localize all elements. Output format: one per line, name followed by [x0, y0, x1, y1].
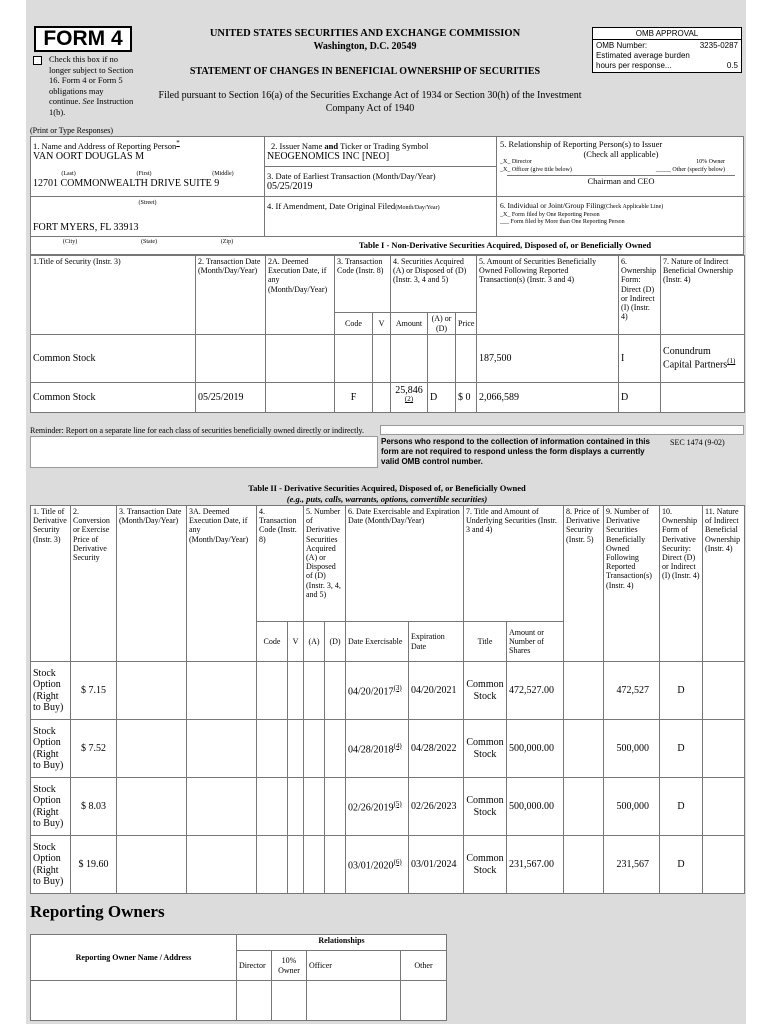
t1-sub-amount: Amount: [391, 313, 428, 335]
print-type-note: (Print or Type Responses): [30, 126, 114, 135]
reporting-person-section: [30, 136, 744, 255]
table1-non-derivative: [30, 255, 745, 413]
table-row: [31, 981, 447, 1021]
t2-sub-amount: Amount or Number of Shares: [507, 622, 564, 662]
t2-header-title: 1. Title of Derivative Security (Instr. 3): [31, 506, 71, 662]
t2-sub-title: Title: [464, 622, 507, 662]
t2-header-nature: 11. Nature of Indirect Beneficial Ownership (Instr. 4): [703, 506, 745, 662]
table-row: Stock Option (Right to Buy) $ 7.52 04/28/2018$^{(4)}$ 04/28/2022 Common Stock 500,000.00 500,000 D: [31, 720, 745, 778]
director-header: Director: [237, 951, 272, 981]
box6-filing: 6. Individual or Joint/Group Filing(Check Applicable Line) _X_ Form filed by One Reporting Person ___ Form filed by More than One Reporting Person: [497, 197, 745, 237]
filed-pursuant-line1: Filed pursuant to Section 16(a) of the Securities Exchange Act of 1934 or Section 30(h) of the Investment: [158, 90, 582, 101]
table1-title: Table I - Non-Derivative Securities Acquired, Disposed of, or Beneficially Owned: [358, 240, 652, 250]
box1-city-labels: (City) (State) (Zip): [62, 239, 234, 245]
box1-name: 1. Name and Address of Reporting Person* VAN OORT DOUGLAS M (Last) (First) (Middle) 12701 COMMONWEALTH DRIVE SUITE 9: [31, 137, 265, 197]
box2-issuer: 2. Issuer Name and Ticker or Trading Symbol NEOGENOMICS INC [NEO]: [265, 137, 497, 167]
omb-hours-row: hours per response... 0.5: [596, 61, 738, 70]
filing-option-one[interactable]: _X_ Form filed by One Reporting Person: [500, 211, 600, 218]
t2-sub-v: V: [288, 622, 304, 662]
t1-sub-code: Code: [335, 313, 373, 335]
t2-header-form: 10. Ownership Form of Derivative Security: Direct (D) or Indirect (I) (Instr. 4): [660, 506, 703, 662]
omb-burden: Estimated average burden: [596, 51, 690, 60]
t1-header-form: 6. Ownership Form: Direct (D) or Indirect (I) (Instr. 4): [619, 256, 661, 335]
t1-sub-aord: (A) or (D): [428, 313, 456, 335]
ten-percent-header: 10% Owner: [272, 951, 307, 981]
t1-header-owned: 5. Amount of Securities Beneficially Owned Following Reported Transaction(s) (Instr. 3 and 4): [477, 256, 619, 335]
table2-title: Table II - Derivative Securities Acquired, Disposed of, or Beneficially Owned: [248, 483, 526, 493]
issuer-name: NEOGENOMICS INC [NEO]: [267, 151, 390, 162]
statement-title: STATEMENT OF CHANGES IN BENEFICIAL OWNERSHIP OF SECURITIES: [189, 66, 541, 77]
reporting-owners-table: [30, 934, 447, 1021]
owner-name-address-header: Reporting Owner Name / Address: [31, 935, 237, 981]
box3-earliest-date: 3. Date of Earliest Transaction (Month/Day/Year) 05/25/2019: [265, 167, 497, 197]
earliest-date-value: 05/25/2019: [267, 181, 313, 192]
omb-number-row: OMB Number: 3235-0287: [596, 41, 738, 50]
t2-sub-exp: Expiration Date: [409, 622, 464, 662]
persons-respond-text: Persons who respond to the collection of information contained in this form are not required to respond unless the form displays a currently valid OMB control number.: [381, 437, 650, 466]
agency-city: Washington, D.C. 20549: [313, 41, 417, 52]
box4-amendment: 4. If Amendment, Date Original Filed(Month/Day/Year): [265, 197, 497, 237]
form-title-box: FORM 4: [34, 26, 132, 52]
t2-header-number: 5. Number of Derivative Securities Acquired (A) or Disposed of (D) (Instr. 3, 4, and 5): [304, 506, 346, 622]
reporting-owners-heading: Reporting Owners: [30, 902, 165, 921]
t2-sub-date-ex: Date Exercisable: [346, 622, 409, 662]
reporting-person-name: VAN OORT DOUGLAS M: [33, 150, 144, 162]
t2-header-owned: 9. Number of Derivative Securities Beneficially Owned Following Reported Transaction(s) (Instr. 4): [604, 506, 660, 662]
table-row: Common Stock 05/25/2019 F 25,846 $^{(2)}$ D $ 0 2,066,589 D: [31, 383, 745, 413]
box1-street: (Street) FORT MYERS, FL 33913: [31, 197, 265, 237]
reporting-address: 12701 COMMONWEALTH DRIVE SUITE 9: [33, 178, 220, 190]
t1-header-title: 1.Title of Security (Instr. 3): [31, 256, 196, 335]
table-row: Common Stock 187,500 I Conundrum Capital Partners$^{(1)}$: [31, 335, 745, 383]
t2-header-exercisable: 6. Date Exercisable and Expiration Date (Month/Day/Year): [346, 506, 464, 622]
rel-other[interactable]: _____ Other (specify below): [655, 166, 725, 173]
relationships-header: Relationships: [237, 935, 447, 951]
t2-sub-a: (A): [304, 622, 325, 662]
t2-header-deemed: 3A. Deemed Execution Date, if any (Month/Day/Year): [187, 506, 257, 662]
t2-header-date: 3. Transaction Date (Month/Day/Year): [117, 506, 187, 662]
t1-header-code: 3. Transaction Code (Instr. 8): [335, 256, 391, 313]
rel-director[interactable]: _X_ Director: [500, 159, 532, 165]
agency-title: UNITED STATES SECURITIES AND EXCHANGE COMMISSION: [209, 28, 521, 39]
reminder-line: [380, 425, 744, 435]
reminder-blank-box: [30, 436, 378, 468]
box5-relationship: 5. Relationship of Reporting Person(s) to Issuer (Check all applicable) _X_ Director 10% Owner _X_ Officer (give title below) _____ Other (specify below) Chairman and CEO: [497, 137, 745, 197]
t2-header-underlying: 7. Title and Amount of Underlying Securities (Instr. 3 and 4): [464, 506, 564, 622]
table2-derivative: [30, 505, 745, 894]
t1-sub-price: Price: [456, 313, 477, 335]
sec-number: SEC 1474 (9-02): [670, 438, 725, 447]
officer-header: Officer: [307, 951, 401, 981]
t1-header-nature: 7. Nature of Indirect Beneficial Ownership (Instr. 4): [661, 256, 745, 335]
t2-header-conversion: 2. Conversion or Exercise Price of Derivative Security: [71, 506, 117, 662]
t1-header-date: 2. Transaction Date (Month/Day/Year): [196, 256, 266, 335]
table-row: Stock Option (Right to Buy) $ 19.60 03/01/2020$^{(6)}$ 03/01/2024 Common Stock 231,567.00 231,567 D: [31, 836, 745, 894]
other-header: Other: [401, 951, 447, 981]
t1-header-securities: 4. Securities Acquired (A) or Disposed of (D) (Instr. 3, 4 and 5): [391, 256, 477, 313]
rel-ten-percent[interactable]: 10% Owner: [696, 159, 725, 165]
rel-officer[interactable]: _X_ Officer (give title below): [500, 166, 572, 173]
reminder-text: Reminder: Report on a separate line for each class of securities beneficially owned directly or indirectly.: [30, 426, 365, 435]
t2-sub-code: Code: [257, 622, 288, 662]
table2-subtitle: (e.g., puts, calls, warrants, options, convertible securities): [286, 494, 488, 504]
reporting-city-state: FORT MYERS, FL 33913: [33, 221, 139, 233]
omb-approval-box: [592, 27, 742, 73]
table-row: Stock Option (Right to Buy) $ 8.03 02/26/2019$^{(5)}$ 02/26/2023 Common Stock 500,000.00 500,000 D: [31, 778, 745, 836]
checkbox-text: Check this box if no longer subject to Section 16. Form 4 or Form 5 obligations may continue. See Instruction 1(b).: [49, 54, 134, 117]
t2-sub-d: (D): [325, 622, 346, 662]
t1-sub-v: V: [373, 313, 391, 335]
filed-pursuant-line2: Company Act of 1940: [325, 103, 415, 114]
omb-title: OMB APPROVAL: [593, 28, 741, 40]
table-row: Stock Option (Right to Buy) $ 7.15 04/20/2017$^{(3)}$ 04/20/2021 Common Stock 472,527.00 472,527 D: [31, 662, 745, 720]
t2-header-price: 8. Price of Derivative Security (Instr. 5): [564, 506, 604, 662]
t2-header-code: 4. Transaction Code (Instr. 8): [257, 506, 304, 622]
t1-header-deemed: 2A. Deemed Execution Date, if any (Month/Day/Year): [266, 256, 335, 335]
filing-option-more[interactable]: ___ Form filed by More than One Reporting Person: [500, 219, 625, 225]
officer-title: Chairman and CEO: [507, 175, 735, 186]
no-longer-subject-checkbox[interactable]: [33, 56, 42, 65]
